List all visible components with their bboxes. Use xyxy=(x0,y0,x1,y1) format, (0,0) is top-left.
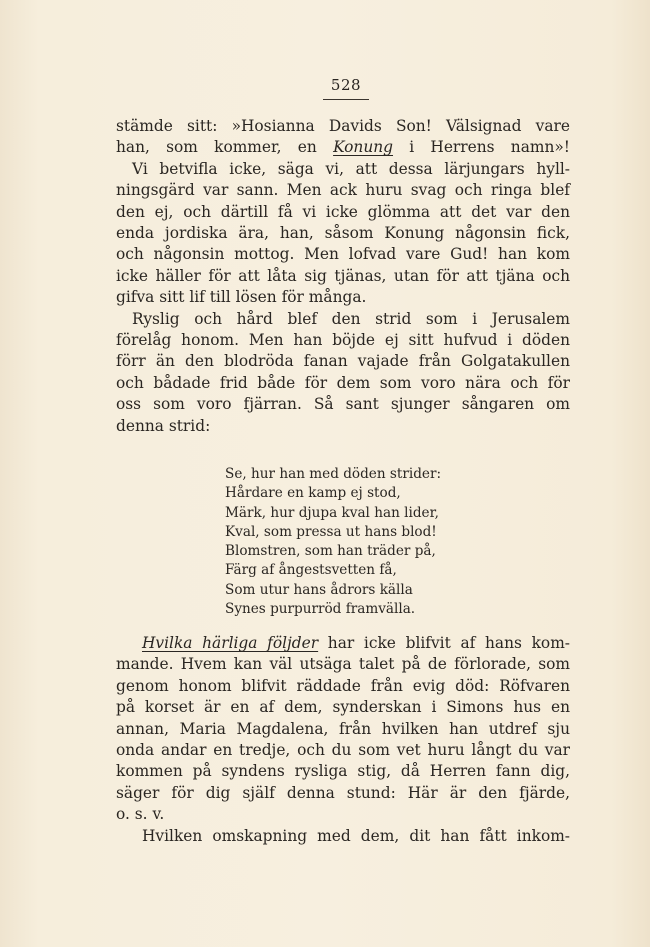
text-line xyxy=(116,633,570,654)
text-line xyxy=(116,137,570,158)
poem-line: Märk, hur djupa kval han lider, xyxy=(225,504,439,521)
text-line: mande. Hvem kan väl utsäga talet på de förlorade, som xyxy=(116,655,570,674)
paragraph xyxy=(116,116,570,309)
poem-line: Hårdare en kamp ej stod, xyxy=(225,485,401,502)
emphasized-phrase: Hvilka härliga följder xyxy=(142,634,319,652)
text-line: genom honom blifvit räddade från evig död: Röfvaren xyxy=(116,676,570,695)
text-line: ningsgärd var sann. Men ack huru svag och ringa blef xyxy=(116,181,570,200)
poem-line: Kval, som pressa ut hans blod! xyxy=(225,523,437,540)
poem-line: Som utur hans ådrors källa xyxy=(225,581,413,598)
text-block-upper xyxy=(116,116,570,437)
text-line: Hvilken omskapning med dem, dit han fått inkom- xyxy=(142,826,570,845)
text-line: denna strid: xyxy=(116,416,211,435)
text-line: stämde sitt: »Hosianna Davids Son! Välsignad vare xyxy=(116,117,570,135)
text-line: på korset är en af dem, synderskan i Simons hus en xyxy=(116,698,570,717)
text-segment: har icke blifvit af hans kom- xyxy=(318,634,570,652)
text-line: den ej, och därtill få vi icke glömma att det var den xyxy=(116,202,570,221)
page-number-rule xyxy=(323,99,369,100)
text-line: o. s. v. xyxy=(116,805,165,824)
paragraph xyxy=(116,826,570,847)
poem-line: Synes purpurröd framvälla. xyxy=(225,601,416,618)
text-line: säger för dig själf denna stund: Här är den fjärde, xyxy=(116,783,570,802)
text-line: förelåg honom. Men han böjde ej sitt hufvud i döden xyxy=(116,331,570,350)
text-line: Ryslig och hård blef den strid som i Jerusalem xyxy=(132,309,570,328)
text-line: icke häller för att låta sig tjänas, utan för att tjäna och xyxy=(116,266,570,285)
emphasized-word: Konung xyxy=(333,138,394,157)
poem-line: Färg af ångestsvetten få, xyxy=(225,562,397,579)
poem-line: Se, hur han med döden strider: xyxy=(225,466,442,482)
text-line: annan, Maria Magdalena, från hvilken han utdref sju xyxy=(116,719,570,738)
page-number: 528 xyxy=(330,76,362,94)
text-line: förr än den blodröda fanan vajade från Golgatakullen xyxy=(116,352,570,371)
text-line: onda andar en tredje, och du som vet huru långt du var xyxy=(116,741,570,760)
text-segment: han, som kommer, en xyxy=(116,138,334,157)
paragraph xyxy=(116,309,570,437)
text-segment: i Herrens namn»! xyxy=(393,138,570,157)
poem-stanza xyxy=(225,465,485,619)
text-line: kommen på syndens rysliga stig, då Herren fann dig, xyxy=(116,762,570,781)
text-block-lower xyxy=(116,633,570,847)
paragraph xyxy=(116,633,570,826)
text-line: oss som voro fjärran. Så sant sjunger sångaren om xyxy=(116,395,570,414)
text-line: och någonsin mottog. Men lofvad vare Gud! han kom xyxy=(116,245,570,264)
text-line: enda jordiska ära, han, såsom Konung någonsin fick, xyxy=(116,224,570,243)
text-line: och bådade frid både för dem som voro nära och för xyxy=(116,373,570,392)
poem-line: Blomstren, som han träder på, xyxy=(225,543,436,560)
text-line: gifva sitt lif till lösen för många. xyxy=(116,288,367,307)
text-line: Vi betvifla icke, säga vi, att dessa lärjungars hyll- xyxy=(132,159,570,178)
